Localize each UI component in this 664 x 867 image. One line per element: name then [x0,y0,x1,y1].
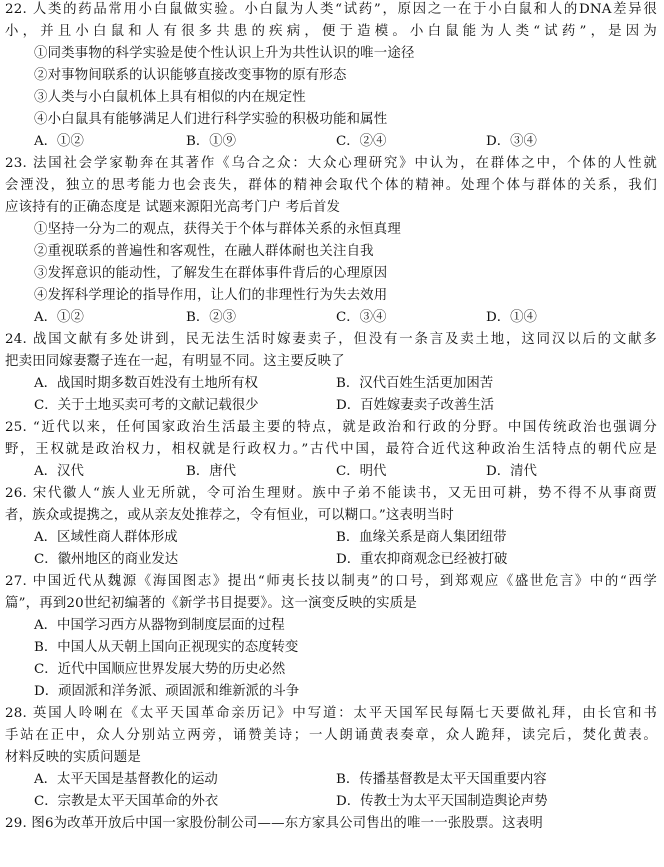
q26-option-c: C．徽州地区的商业发达 [34,552,179,567]
q28-option-c: C．宗教是太平天国革命的外衣 [34,794,219,809]
q22-option-c: C．②④ [336,134,387,149]
q25-option-b: B．唐代 [186,464,237,479]
q26-stem-line2: 者，族众或提携之，或从亲友处推荐之，令有恒业，可以糊口。”这表明当时 [5,508,454,523]
q27-stem-line2: 篇”，再到20世纪初编著的《新学书目提要》。这一演变反映的实质是 [5,596,417,611]
q23-stem-line3: 应该持有的正确态度是 试题来源阳光高考门户 考后首发 [5,200,341,215]
q29-stem-line1: 29. 图6为改革开放后中国一家股份制公司——东方家具公司售出的唯一一张股票。这表明 [5,816,543,831]
q27-stem-line1: 27. 中国近代从魏源《海国图志》提出“师夷长技以制夷”的口号，到郑观应《盛世危言》中的“西学 [5,574,657,589]
q22-stem-line2: 小，并且小白鼠和人有很多共患的疾病，便于造模。小白鼠能为人类“试药”，是因为 [5,24,657,39]
q23-item-1: ①坚持一分为二的观点，获得关于个体与群体关系的永恒真理 [34,222,401,237]
q25-stem-line2: 野，王权就是政治权力，相权就是行政权力。”古代中国，最符合近代这种政治生活特点的朝代应是 [5,442,657,457]
q22-item-4: ④小白鼠具有能够满足人们进行科学实验的积极功能和属性 [34,112,388,127]
q24-option-c: C．关于土地买卖可考的文献记载很少 [34,398,259,413]
q23-option-a: A．①② [34,310,84,325]
q23-item-3: ③发挥意识的能动性，了解发生在群体事件背后的心理原因 [34,266,388,281]
q26-option-b: B．血缘关系是商人集团纽带 [336,530,507,545]
q23-item-4: ④发挥科学理论的指导作用，让人们的非理性行为失去效用 [34,288,388,303]
q25-option-c: C．明代 [336,464,387,479]
q22-item-1: ①同类事物的科学实验是使个性认识上升为共性认识的唯一途径 [34,46,415,61]
q22-item-2: ②对事物间联系的认识能够直接改变事物的原有形态 [34,68,347,83]
q27-option-d: D．顽固派和洋务派、顽固派和维新派的斗争 [34,684,300,699]
q27-option-b: B．中国人从天朝上国向正视现实的态度转变 [34,640,299,655]
q25-stem-line1: 25. “近代以来，任何国家政治生活最主要的特点，就是政治和行政的分野。中国传统政治也强调分 [5,420,657,435]
q24-stem-line2: 把卖田同嫁妻鬻子连在一起，有明显不同。这主要反映了 [5,354,345,369]
q28-stem-line3: 材料反映的实质问题是 [5,750,141,765]
q24-stem-line1: 24. 战国文献有多处讲到，民无法生活时嫁妻卖子，但没有一条言及卖土地，这同汉以后的文献多 [5,332,657,347]
q23-option-d: D．①④ [486,310,537,325]
q28-option-a: A．太平天国是基督教化的运动 [34,772,218,787]
q26-stem-line1: 26. 宋代徽人“族人业无所就，令可治生理财。族中子弟不能读书，又无田可耕，势不得不从事商贾 [5,486,657,501]
q24-option-a: A．战国时期多数百姓没有土地所有权 [34,376,258,391]
q23-option-b: B．②③ [186,310,237,325]
q26-option-d: D．重农抑商观念已经被打破 [336,552,508,567]
q28-option-d: D．传教士为太平天国制造舆论声势 [336,794,548,809]
q24-option-b: B．汉代百姓生活更加困苦 [336,376,494,391]
q22-stem-line1: 22. 人类的药品常用小白鼠做实验。小白鼠为人类“试药”，原因之一在于小白鼠和人的DNA差异很 [5,2,657,17]
q28-stem-line2: 手站在正中，众人分别站立两旁，诵赞美诗；一人朗诵黄表奏章，众人跪拜，读完后，焚化黄表。 [5,728,657,743]
q22-option-d: D．③④ [486,134,537,149]
q22-item-3: ③人类与小白鼠机体上具有相似的内在规定性 [34,90,306,105]
q25-option-d: D．清代 [486,464,537,479]
q23-option-c: C．③④ [336,310,387,325]
q27-option-c: C．近代中国顺应世界发展大势的历史必然 [34,662,286,677]
q28-stem-line1: 28. 英国人呤唎在《太平天国革命亲历记》中写道：太平天国军民每隔七天要做礼拜，由长官和书 [5,706,657,721]
q22-option-a: A．①② [34,134,84,149]
q26-option-a: A．区域性商人群体形成 [34,530,178,545]
q23-stem-line2: 会湮没，独立的思考能力也会丧失，群体的精神会取代个体的精神。处理个体与群体的关系，我们 [5,178,657,193]
q22-option-b: B．①⑨ [186,134,237,149]
q27-option-a: A．中国学习西方从器物到制度层面的过程 [34,618,285,633]
q23-item-2: ②重视联系的普遍性和客观性，在融人群体耐也关注自我 [34,244,374,259]
q24-option-d: D．百姓嫁妻卖子改善生活 [336,398,495,413]
q23-stem-line1: 23. 法国社会学家勒奔在其著作《乌合之众：大众心理研究》中认为，在群体之中，个体的人性就 [5,156,657,171]
q28-option-b: B．传播基督教是太平天国重要内容 [336,772,547,787]
q25-option-a: A．汉代 [34,464,84,479]
